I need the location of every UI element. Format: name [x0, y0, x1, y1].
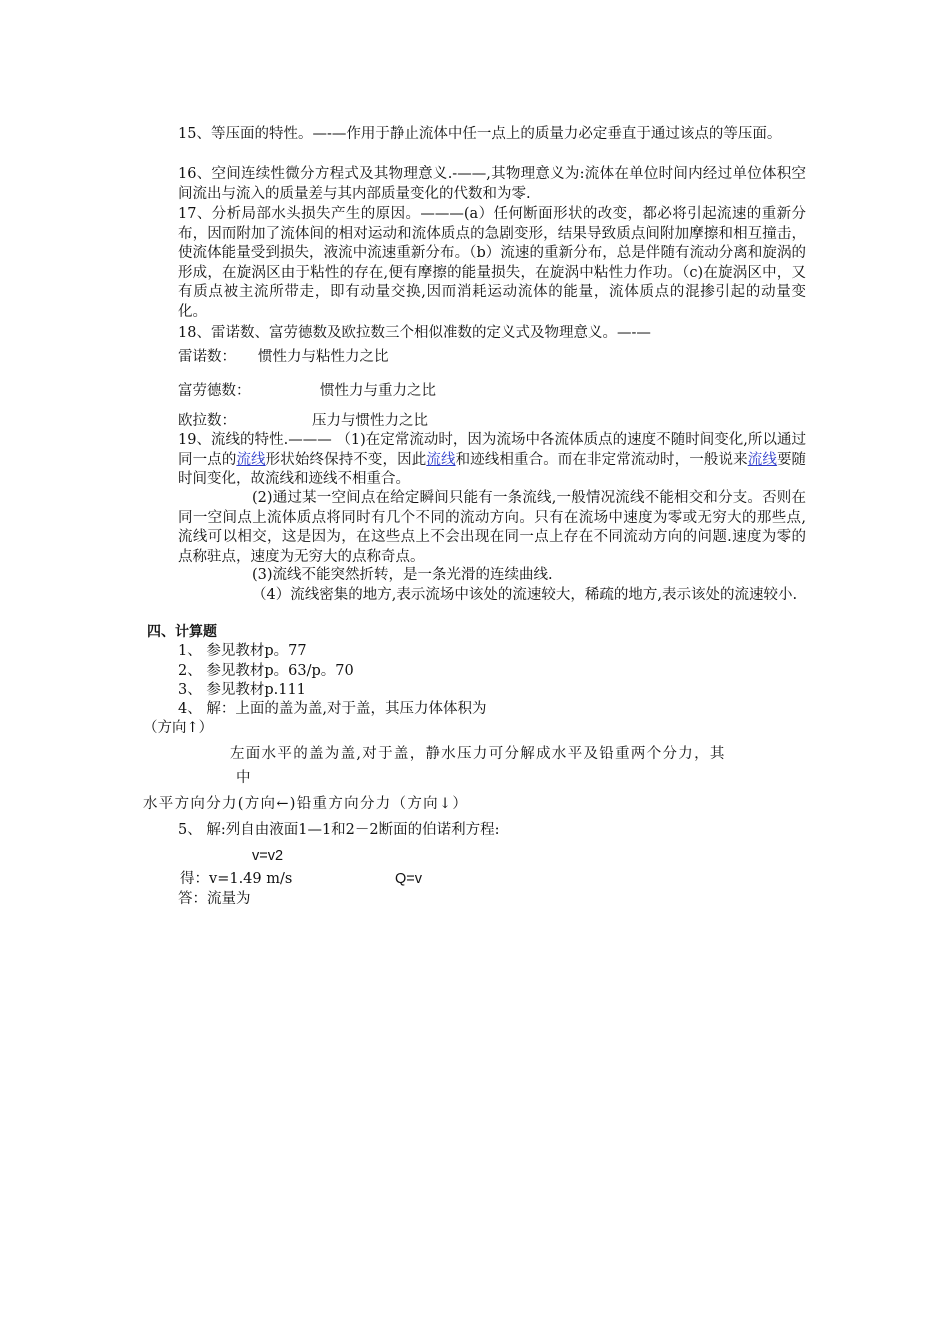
question-19-part3: (3)流线不能突然折转，是一条光滑的连续曲线. [252, 567, 553, 583]
calc-item-5-result-v: 得：v=1.49 m/s [180, 871, 293, 887]
streamline-link-3[interactable]: 流线 [747, 451, 777, 468]
reynolds-number-label: 雷诺数： [178, 349, 236, 365]
reynolds-number-desc: 惯性力与粘性力之比 [258, 349, 389, 365]
calc-item-4-direction-up: （方向↑） [143, 720, 214, 736]
calc-item-5-intro: 5、 解:列自由液面1—1和2－2断面的伯诺利方程: [178, 822, 500, 838]
calc-item-5-velocity-eq: v=v2 [252, 848, 284, 864]
calc-item-3: 3、 参见教材p.111 [178, 682, 306, 698]
question-19-part1 [178, 431, 806, 490]
question-19-part2: (2)通过某一空间点在给定瞬间只能有一条流线,一般情况流线不能相交和分支。否则在同一空间点上流体质点将同时有几个不同的流动方向。只有在流场中速度为零或无穷大的那些点,流线可以相交，这是因为，在这些点上不会出现在同一点上存在不同流动方向的问题.速度为零的点称驻点，速度为无穷大的点称奇点。 [178, 490, 806, 565]
question-19-part4: （4）流线密集的地方,表示流场中该处的流速较大，稀疏的地方,表示该处的流速较小. [252, 587, 798, 603]
froude-number-label: 富劳德数： [178, 383, 251, 399]
calc-item-4-components: 水平方向分力(方向←)铅重方向分力（方向↓） [143, 796, 469, 812]
streamline-link-2[interactable]: 流线 [426, 451, 456, 468]
q19-text-a: 19、流线的特性.——— （1)在定常流动时，因为流场中各流体质点的速度不随时间变化,所以通过同一点的 [178, 432, 806, 468]
q19-text-c: 和迹线相重合。而在非定常流动时，一般说来 [455, 451, 748, 468]
q19-text-b: 形状始终保持不变，因此 [265, 451, 427, 468]
question-18: 18、雷诺数、富劳德数及欧拉数三个相似准数的定义式及物理意义。—-— [178, 325, 651, 341]
question-17: 17、分析局部水头损失产生的原因。———(a）任何断面形状的改变，都必将引起流速的重新分布，因而附加了流体间的相对运动和流体质点的急剧变形，结果导致质点间附加摩擦和相互撞击，使流体能量受到损失，液流中流速重新分布。（b）流速的重新分布，总是伴随有流动分离和旋涡的形成，在旋涡区由于粘性的存在,便有摩擦的能量损失，在旋涡中粘性力作功。（c)在旋涡区中，又有质点被主流所带走，即有动量交换,因而消耗运动流体的能量，流体质点的混掺引起的动量变化。 [178, 206, 806, 320]
streamline-link-1[interactable]: 流线 [236, 451, 266, 468]
question-15: 15、等压面的特性。—-—作用于静止流体中任一点上的质量力必定垂直于通过该点的等压面。 [178, 126, 782, 142]
question-16: 16、空间连续性微分方程式及其物理意义.-——,其物理意义为:流体在单位时间内经过单位体积空间流出与流入的质量差与其内部质量变化的代数和为零. [178, 166, 806, 202]
section-4-heading: 四、计算题 [147, 624, 217, 640]
euler-number-desc: 压力与惯性力之比 [312, 413, 428, 429]
calc-item-5-result-q: Q=v [395, 871, 422, 887]
calc-item-5-answer: 答：流量为 [178, 891, 251, 907]
calc-item-1: 1、 参见教材p。77 [178, 643, 307, 659]
calc-item-4-intro: 4、 解：上面的盖为盖,对于盖，其压力体体积为 [178, 701, 487, 717]
froude-number-desc: 惯性力与重力之比 [320, 383, 436, 399]
calc-item-2: 2、 参见教材p。63/p。70 [178, 663, 354, 679]
euler-number-label: 欧拉数： [178, 413, 236, 429]
q19-text-d: 要随时间变化，故流线和迹线不相重合。 [178, 451, 807, 488]
calc-item-4-zhong: 中 [236, 770, 251, 786]
calc-item-4-side-cover: 左面水平的盖为盖,对于盖，静水压力可分解成水平及铅重两个分力，其 [230, 746, 726, 762]
